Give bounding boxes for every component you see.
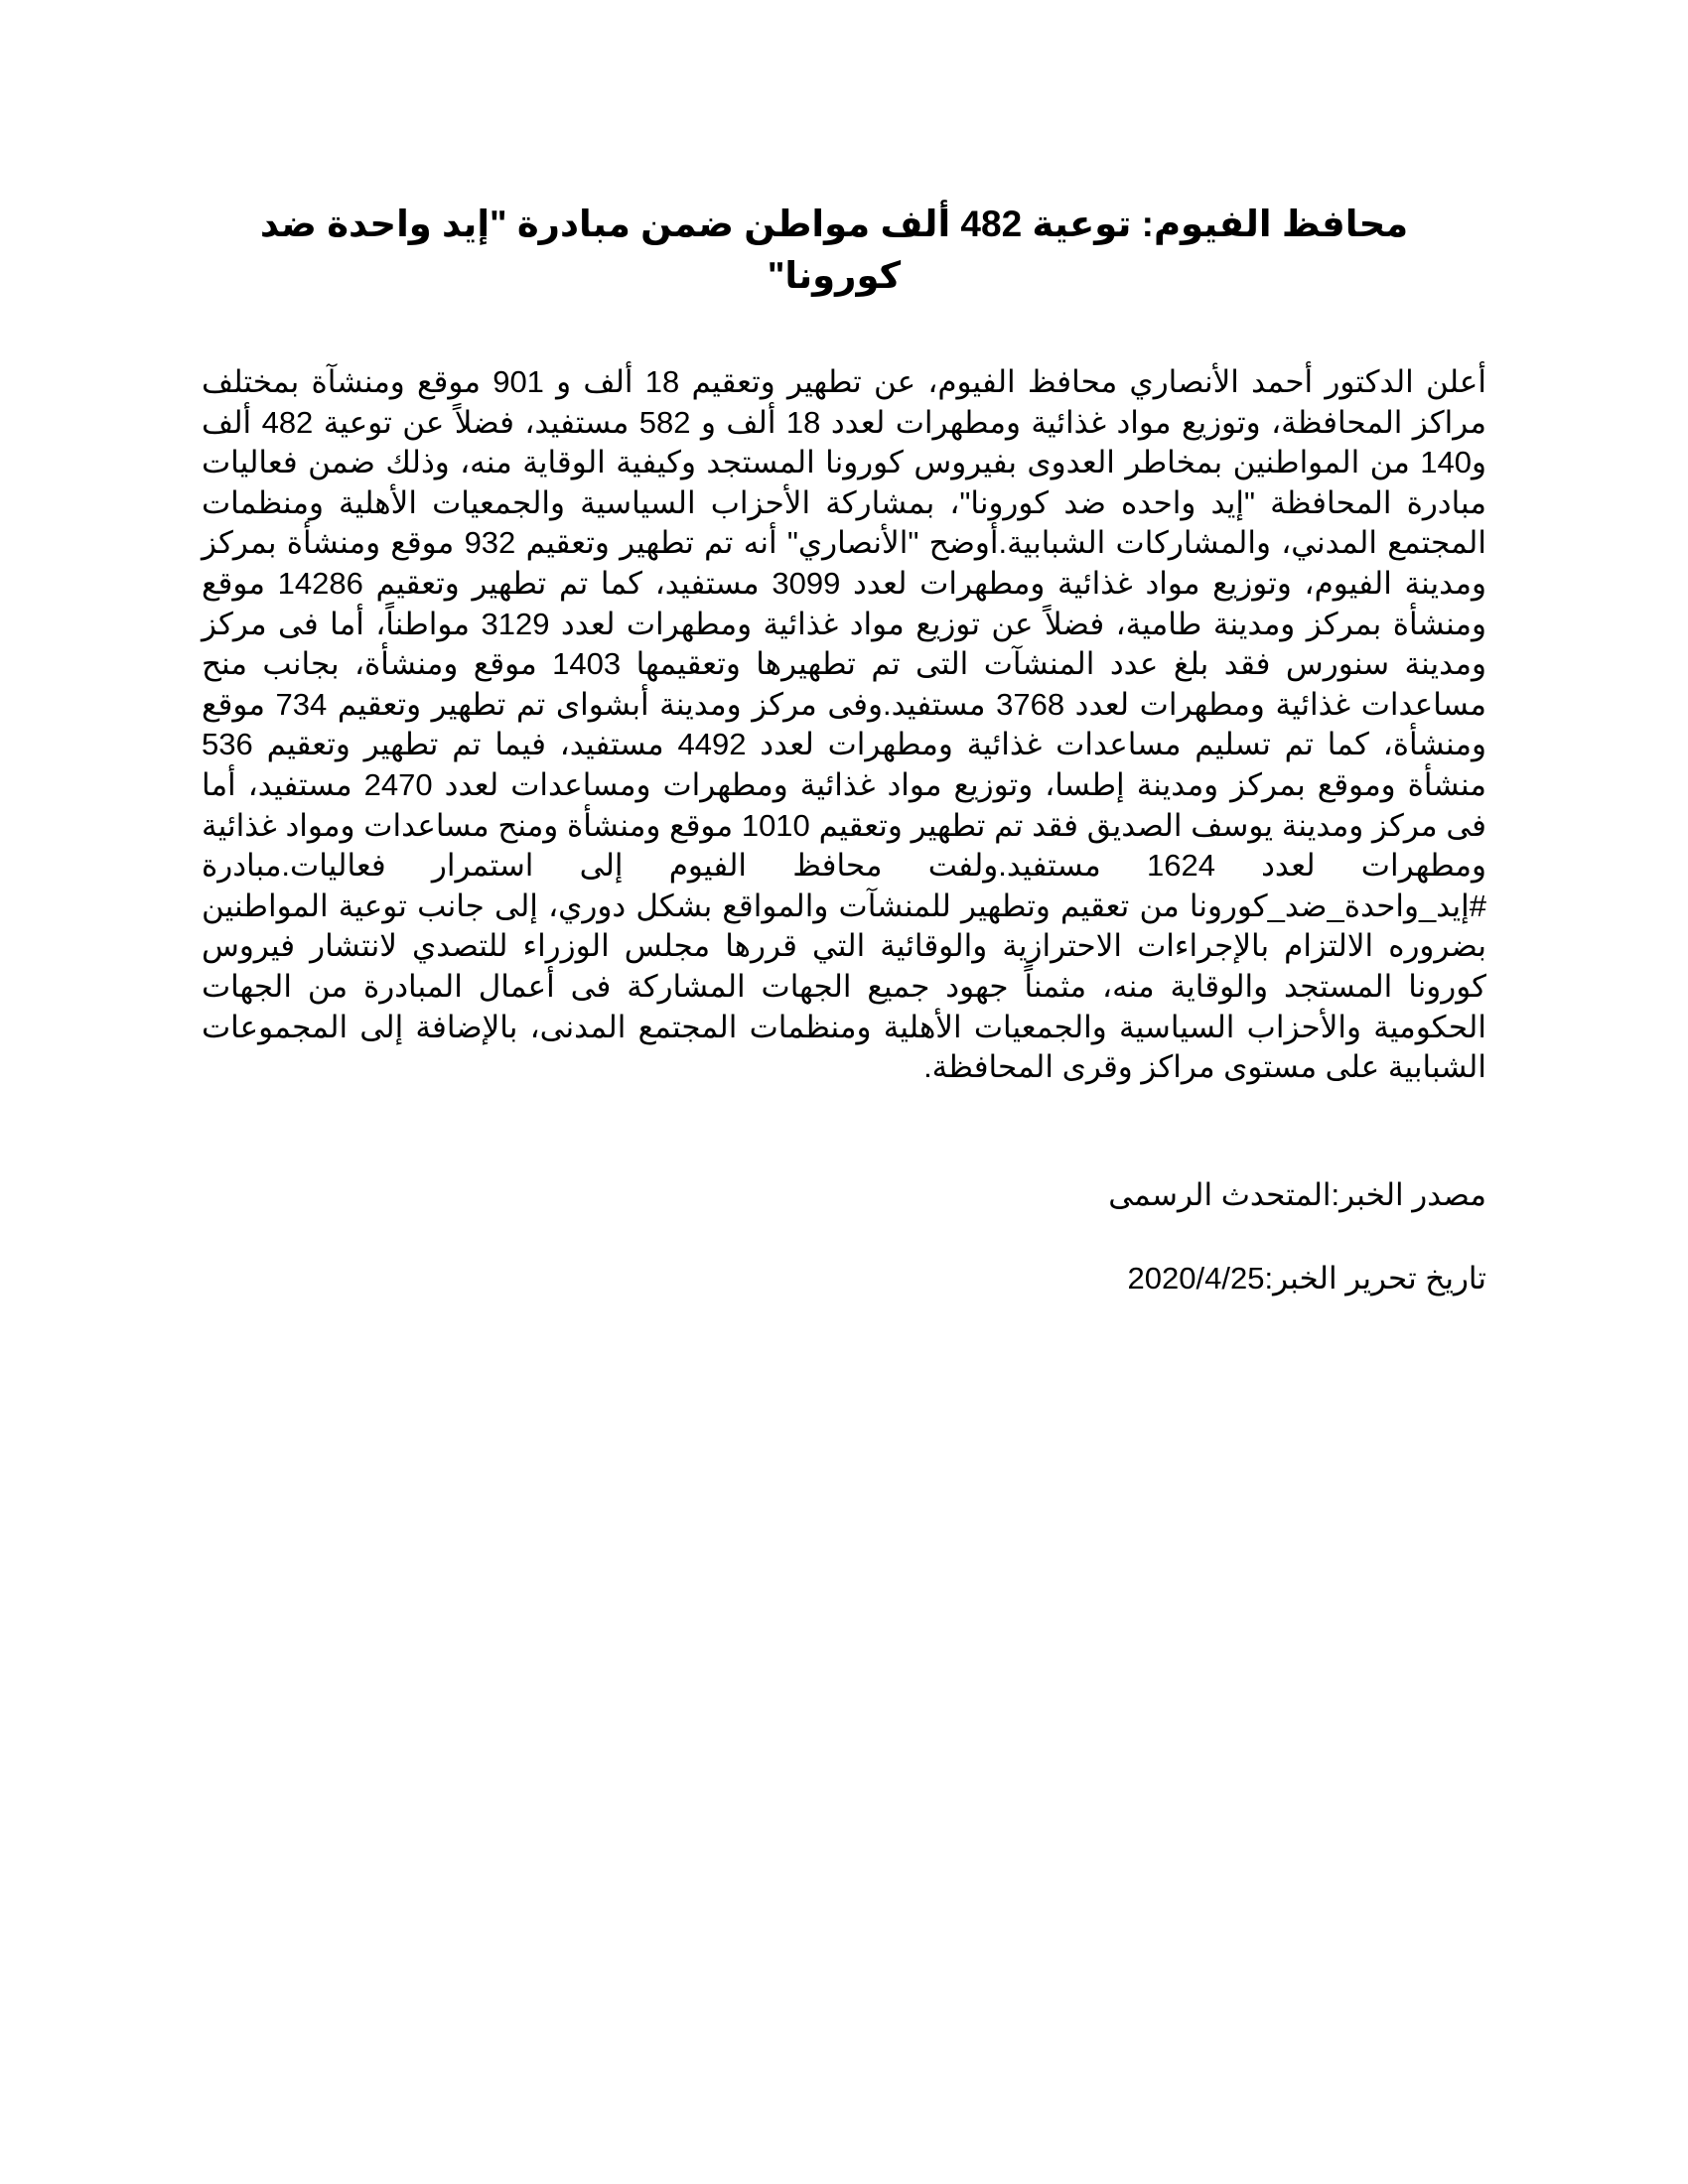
news-source: مصدر الخبر:المتحدث الرسمى [1108,1177,1486,1212]
article-body: أعلن الدكتور أحمد الأنصاري محافظ الفيوم، عن تطهير وتعقيم 18 ألف و 901 موقع ومنشآة بمختلف مراكز المحافظة، وتوزيع مواد غذائية ومطهرات لعدد 18 ألف و 582 مستفيد، فضلاً عن توعية 482 ألف و140 من المواطنين بمخاطر العدوى بفيروس كورونا المستجد وكيفية الوقاية منه، وذلك ضمن فعاليات مبادرة المحافظة "إيد واحده ضد كورونا"، بمشاركة الأحزاب السياسية والجمعيات الأهلية ومنظمات المجتمع المدني، والمشاركات الشبابية.أوضح "الأنصاري" أنه تم تطهير وتعقيم 932 موقع ومنشأة بمركز ومدينة الفيوم، وتوزيع مواد غذائية ومطهرات لعدد 3099 مستفيد، كما تم تطهير وتعقيم 14286 موقع ومنشأة بمركز ومدينة طامية، فضلاً عن توزيع مواد غذائية ومطهرات لعدد 3129 مواطناً، أما فى مركز ومدينة سنورس فقد بلغ عدد المنشآت التى تم تطهيرها وتعقيمها 1403 موقع ومنشأة، بجانب منح مساعدات غذائية ومطهرات لعدد 3768 مستفيد.وفى مركز ومدينة أبشواى تم تطهير وتعقيم 734 موقع ومنشأة، كما تم تسليم مساعدات غذائية ومطهرات لعدد 4492 مستفيد، فيما تم تطهير وتعقيم 536 منشأة وموقع بمركز ومدينة إطسا، وتوزيع مواد غذائية ومطهرات ومساعدات لعدد 2470 مستفيد، أما فى مركز ومدينة يوسف الصديق فقد تم تطهير وتعقيم 1010 موقع ومنشأة ومنح مساعدات ومواد غذائية ومطهرات لعدد 1624 مستفيد.ولفت محافظ الفيوم إلى استمرار فعاليات.مبادرة #إيد_واحدة_ضد_كورونا من تعقيم وتطهير للمنشآت والمواقع بشكل دوري، إلى جانب توعية المواطنين بضروره الالتزام بالإجراءات الاحترازية والوقائية التي قررها مجلس الوزراء للتصدي لانتشار فيروس كورونا المستجد والوقاية منه، مثمناً جهود جميع الجهات المشاركة فى أعمال المبادرة من الجهات الحكومية والأحزاب السياسية والجمعيات الأهلية ومنظمات المجتمع المدنى، بالإضافة إلى المجموعات الشبابية على مستوى مراكز وقرى المحافظة. [202,364,1487,1085]
article-title: محافظ الفيوم: توعية 482 ألف مواطن ضمن مبادرة "إيد واحدة ضد كورونا" [259,204,1409,296]
edit-date: تاريخ تحرير الخبر:2020/4/25 [1127,1261,1486,1296]
